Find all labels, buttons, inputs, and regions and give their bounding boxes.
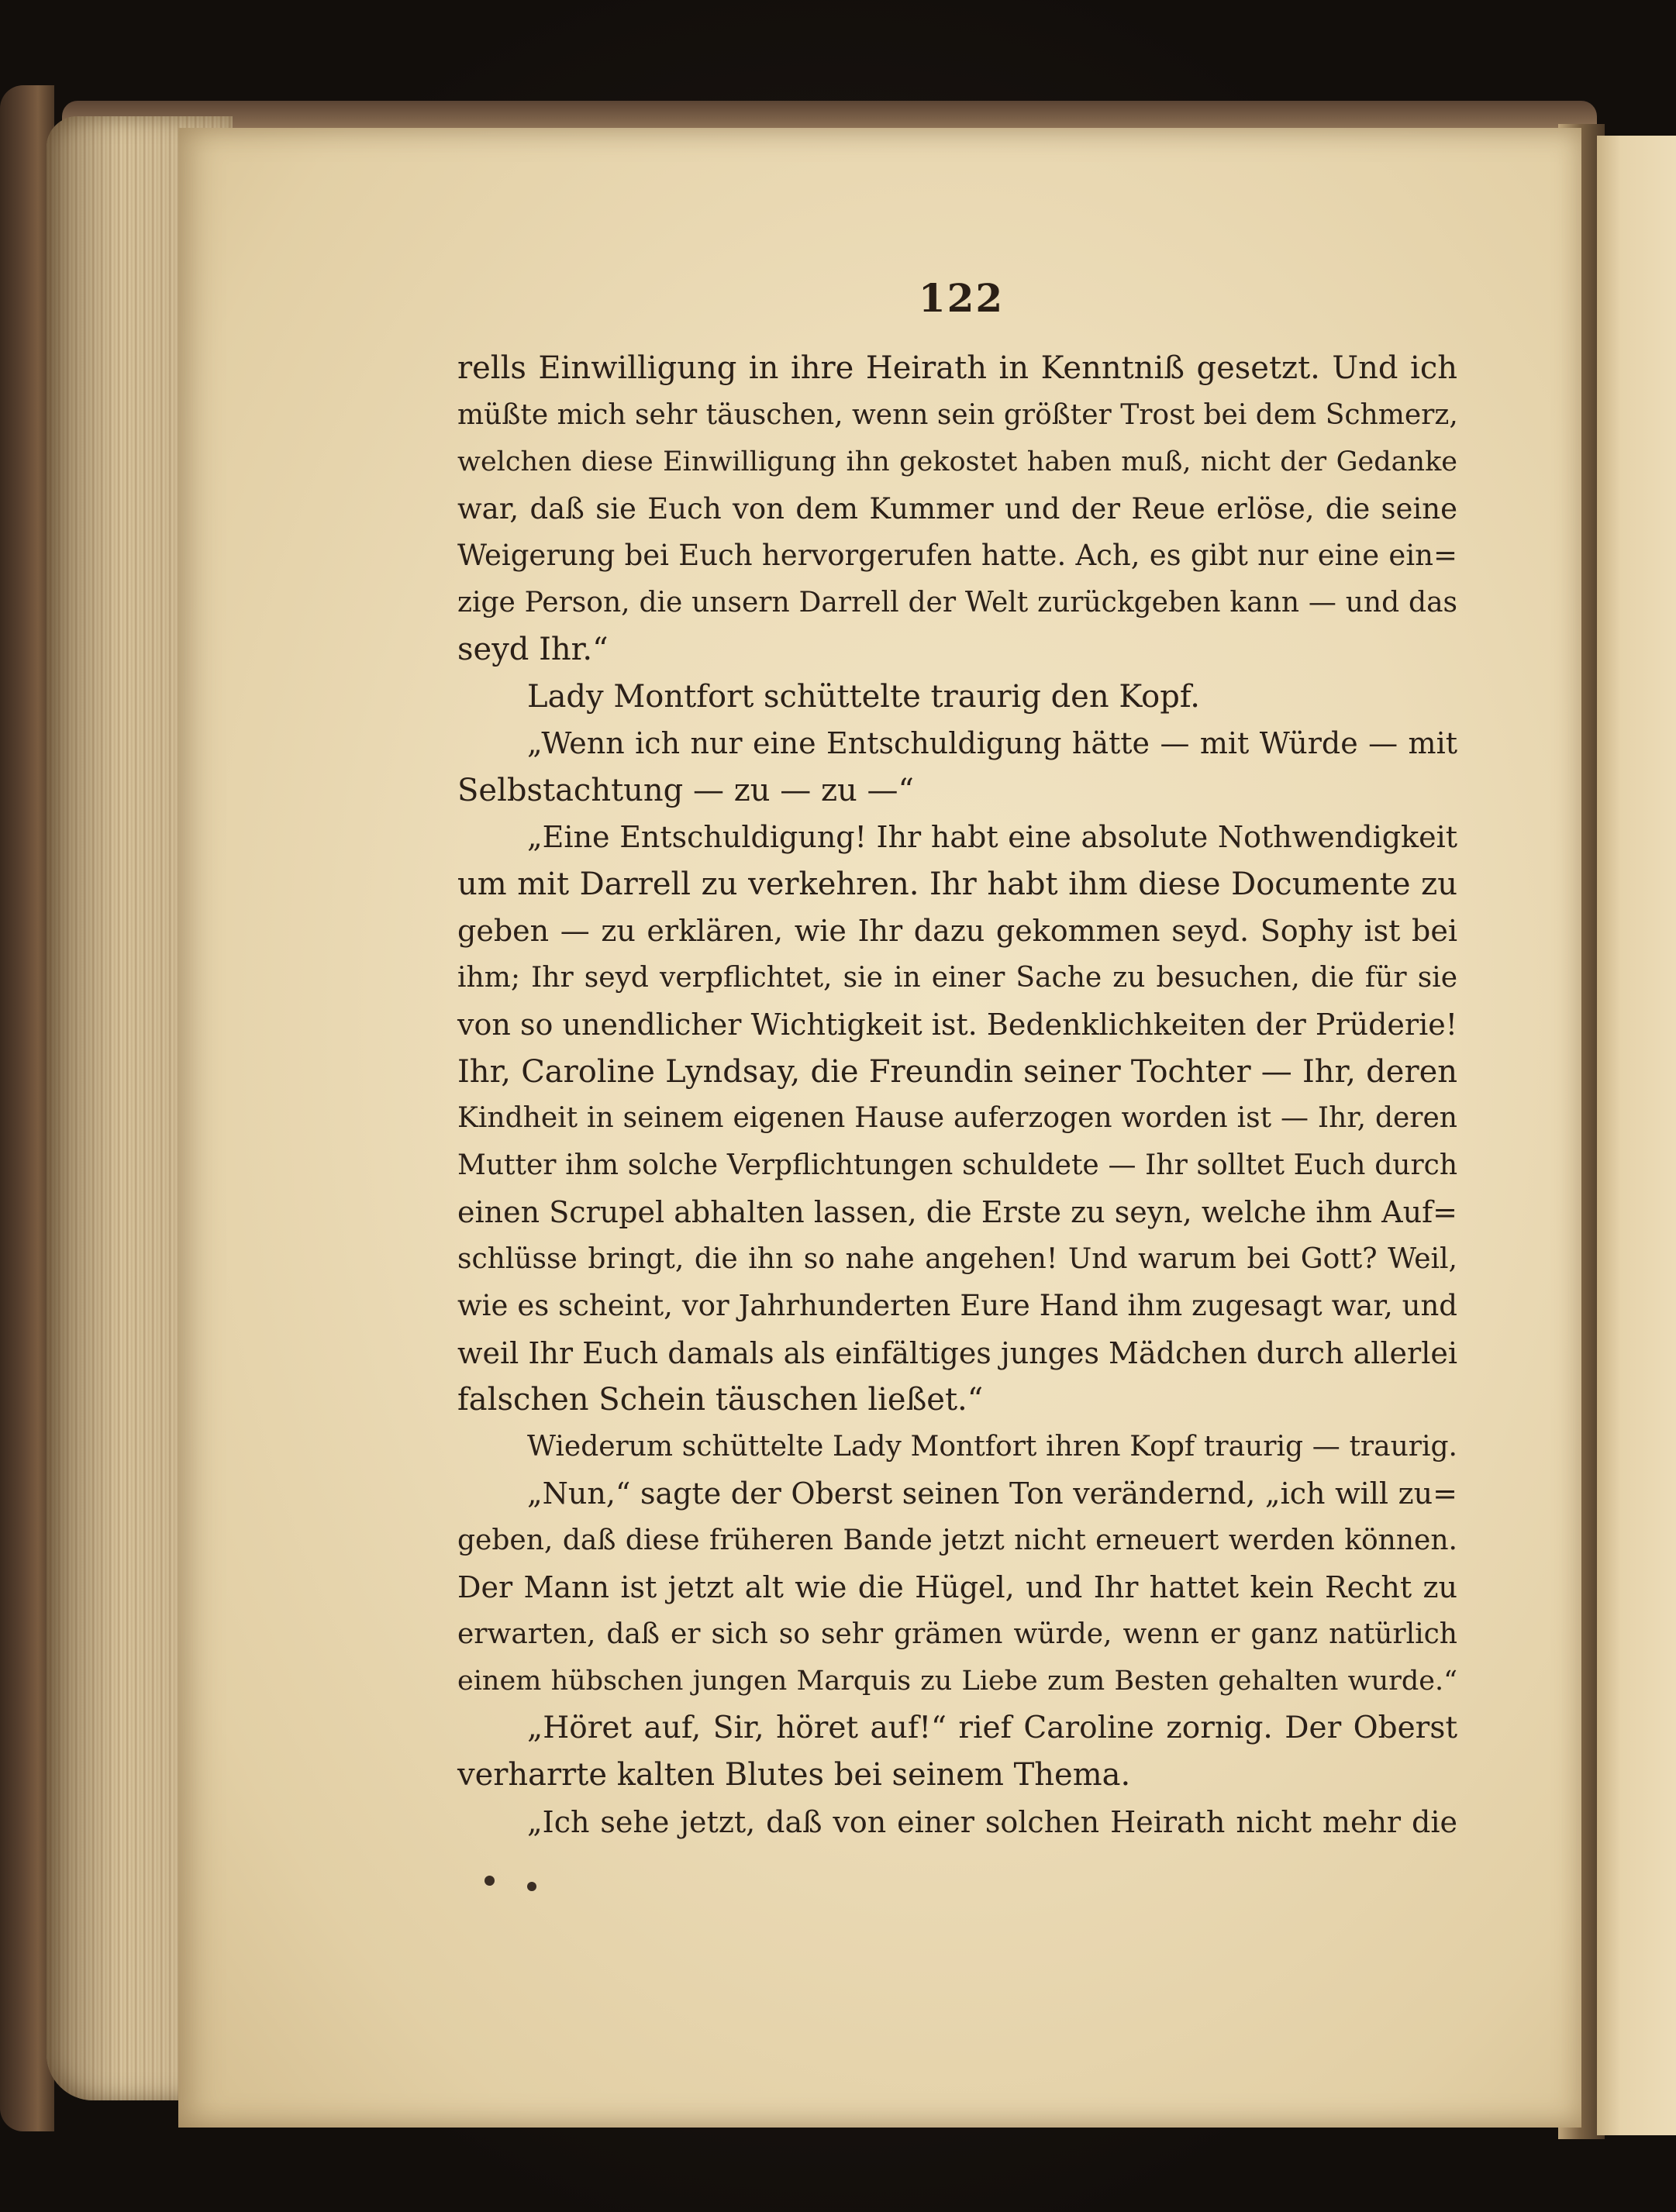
text-line: falschen Schein täuschen ließet.“: [457, 1382, 984, 1418]
text-line: Ihr, Caroline Lyndsay, die Freundin seiner Tochter — Ihr, deren: [457, 1053, 1457, 1090]
text-line: „Nun,“ sagte der Oberst seinen Ton verändernd, „ich will zu=: [527, 1476, 1457, 1511]
text-line: Weigerung bei Euch hervorgerufen hatte. Ach, es gibt nur eine ein=: [457, 539, 1457, 572]
text-line: verharrte kalten Blutes bei seinem Thema.: [457, 1757, 1131, 1793]
text-line: ihm; Ihr seyd verpflichtet, sie in einer Sache zu besuchen, die für sie: [457, 961, 1457, 994]
text-line: einen Scrupel abhalten lassen, die Erste zu seyn, welche ihm Auf=: [457, 1195, 1457, 1229]
text-line: rells Einwilligung in ihre Heirath in Kenntniß gesetzt. Und ich: [457, 350, 1457, 386]
text-line: Wiederum schüttelte Lady Montfort ihren Kopf traurig — traurig.: [527, 1430, 1457, 1463]
text-line: war, daß sie Euch von dem Kummer und der Reue erlöse, die seine: [457, 491, 1457, 525]
text-line: geben — zu erklären, wie Ihr dazu gekommen seyd. Sophy ist bei: [457, 914, 1457, 948]
text-line: weil Ihr Euch damals als einfältiges junges Mädchen durch allerlei: [457, 1335, 1457, 1370]
text-line: um mit Darrell zu verkehren. Ihr habt ihm diese Documente zu: [457, 866, 1457, 902]
text-line: von so unendlicher Wichtigkeit ist. Bedenklichkeiten der Prüderie!: [457, 1008, 1457, 1042]
facing-page-edge: [1597, 136, 1676, 2135]
text-line: seyd Ihr.“: [457, 632, 609, 667]
text-line: „Eine Entschuldigung! Ihr habt eine absolute Nothwendigkeit: [527, 820, 1457, 854]
text-line: schlüsse bringt, die ihn so nahe angehen! Und warum bei Gott? Weil,: [457, 1242, 1457, 1275]
text-line: müßte mich sehr täuschen, wenn sein größter Trost bei dem Schmerz,: [457, 398, 1458, 431]
text-line: „Höret auf, Sir, höret auf!“ rief Caroline zornig. Der Oberst: [527, 1710, 1457, 1745]
body-text: [457, 345, 1457, 1845]
page-number: 122: [918, 275, 1005, 321]
text-line: „Wenn ich nur eine Entschuldigung hätte — mit Würde — mit: [527, 726, 1457, 760]
text-line: Selbstachtung — zu — zu —“: [457, 772, 914, 808]
text-line: Lady Montfort schüttelte traurig den Kopf.: [527, 678, 1200, 715]
text-line: welchen diese Einwilligung ihn gekostet haben muß, nicht der Gedanke: [457, 446, 1457, 477]
text-line: zige Person, die unsern Darrell der Welt zurückgeben kann — und das: [457, 586, 1457, 618]
text-line: erwarten, daß er sich so sehr grämen würde, wenn er ganz natürlich: [457, 1618, 1457, 1650]
text-line: Der Mann ist jetzt alt wie die Hügel, und Ihr hattet kein Recht zu: [457, 1570, 1457, 1604]
text-line: einem hübschen jungen Marquis zu Liebe zum Besten gehalten wurde.“: [457, 1666, 1457, 1697]
text-line: wie es scheint, vor Jahrhunderten Eure Hand ihm zugesagt war, und: [457, 1289, 1457, 1322]
text-line: Kindheit in seinem eigenen Hause auferzogen worden ist — Ihr, deren: [457, 1102, 1457, 1134]
text-line: Mutter ihm solche Verpflichtungen schuldete — Ihr solltet Euch durch: [457, 1149, 1457, 1181]
text-line: „Ich sehe jetzt, daß von einer solchen Heirath nicht mehr die: [527, 1804, 1457, 1839]
text-line: geben, daß diese früheren Bande jetzt nicht erneuert werden können.: [457, 1524, 1457, 1556]
